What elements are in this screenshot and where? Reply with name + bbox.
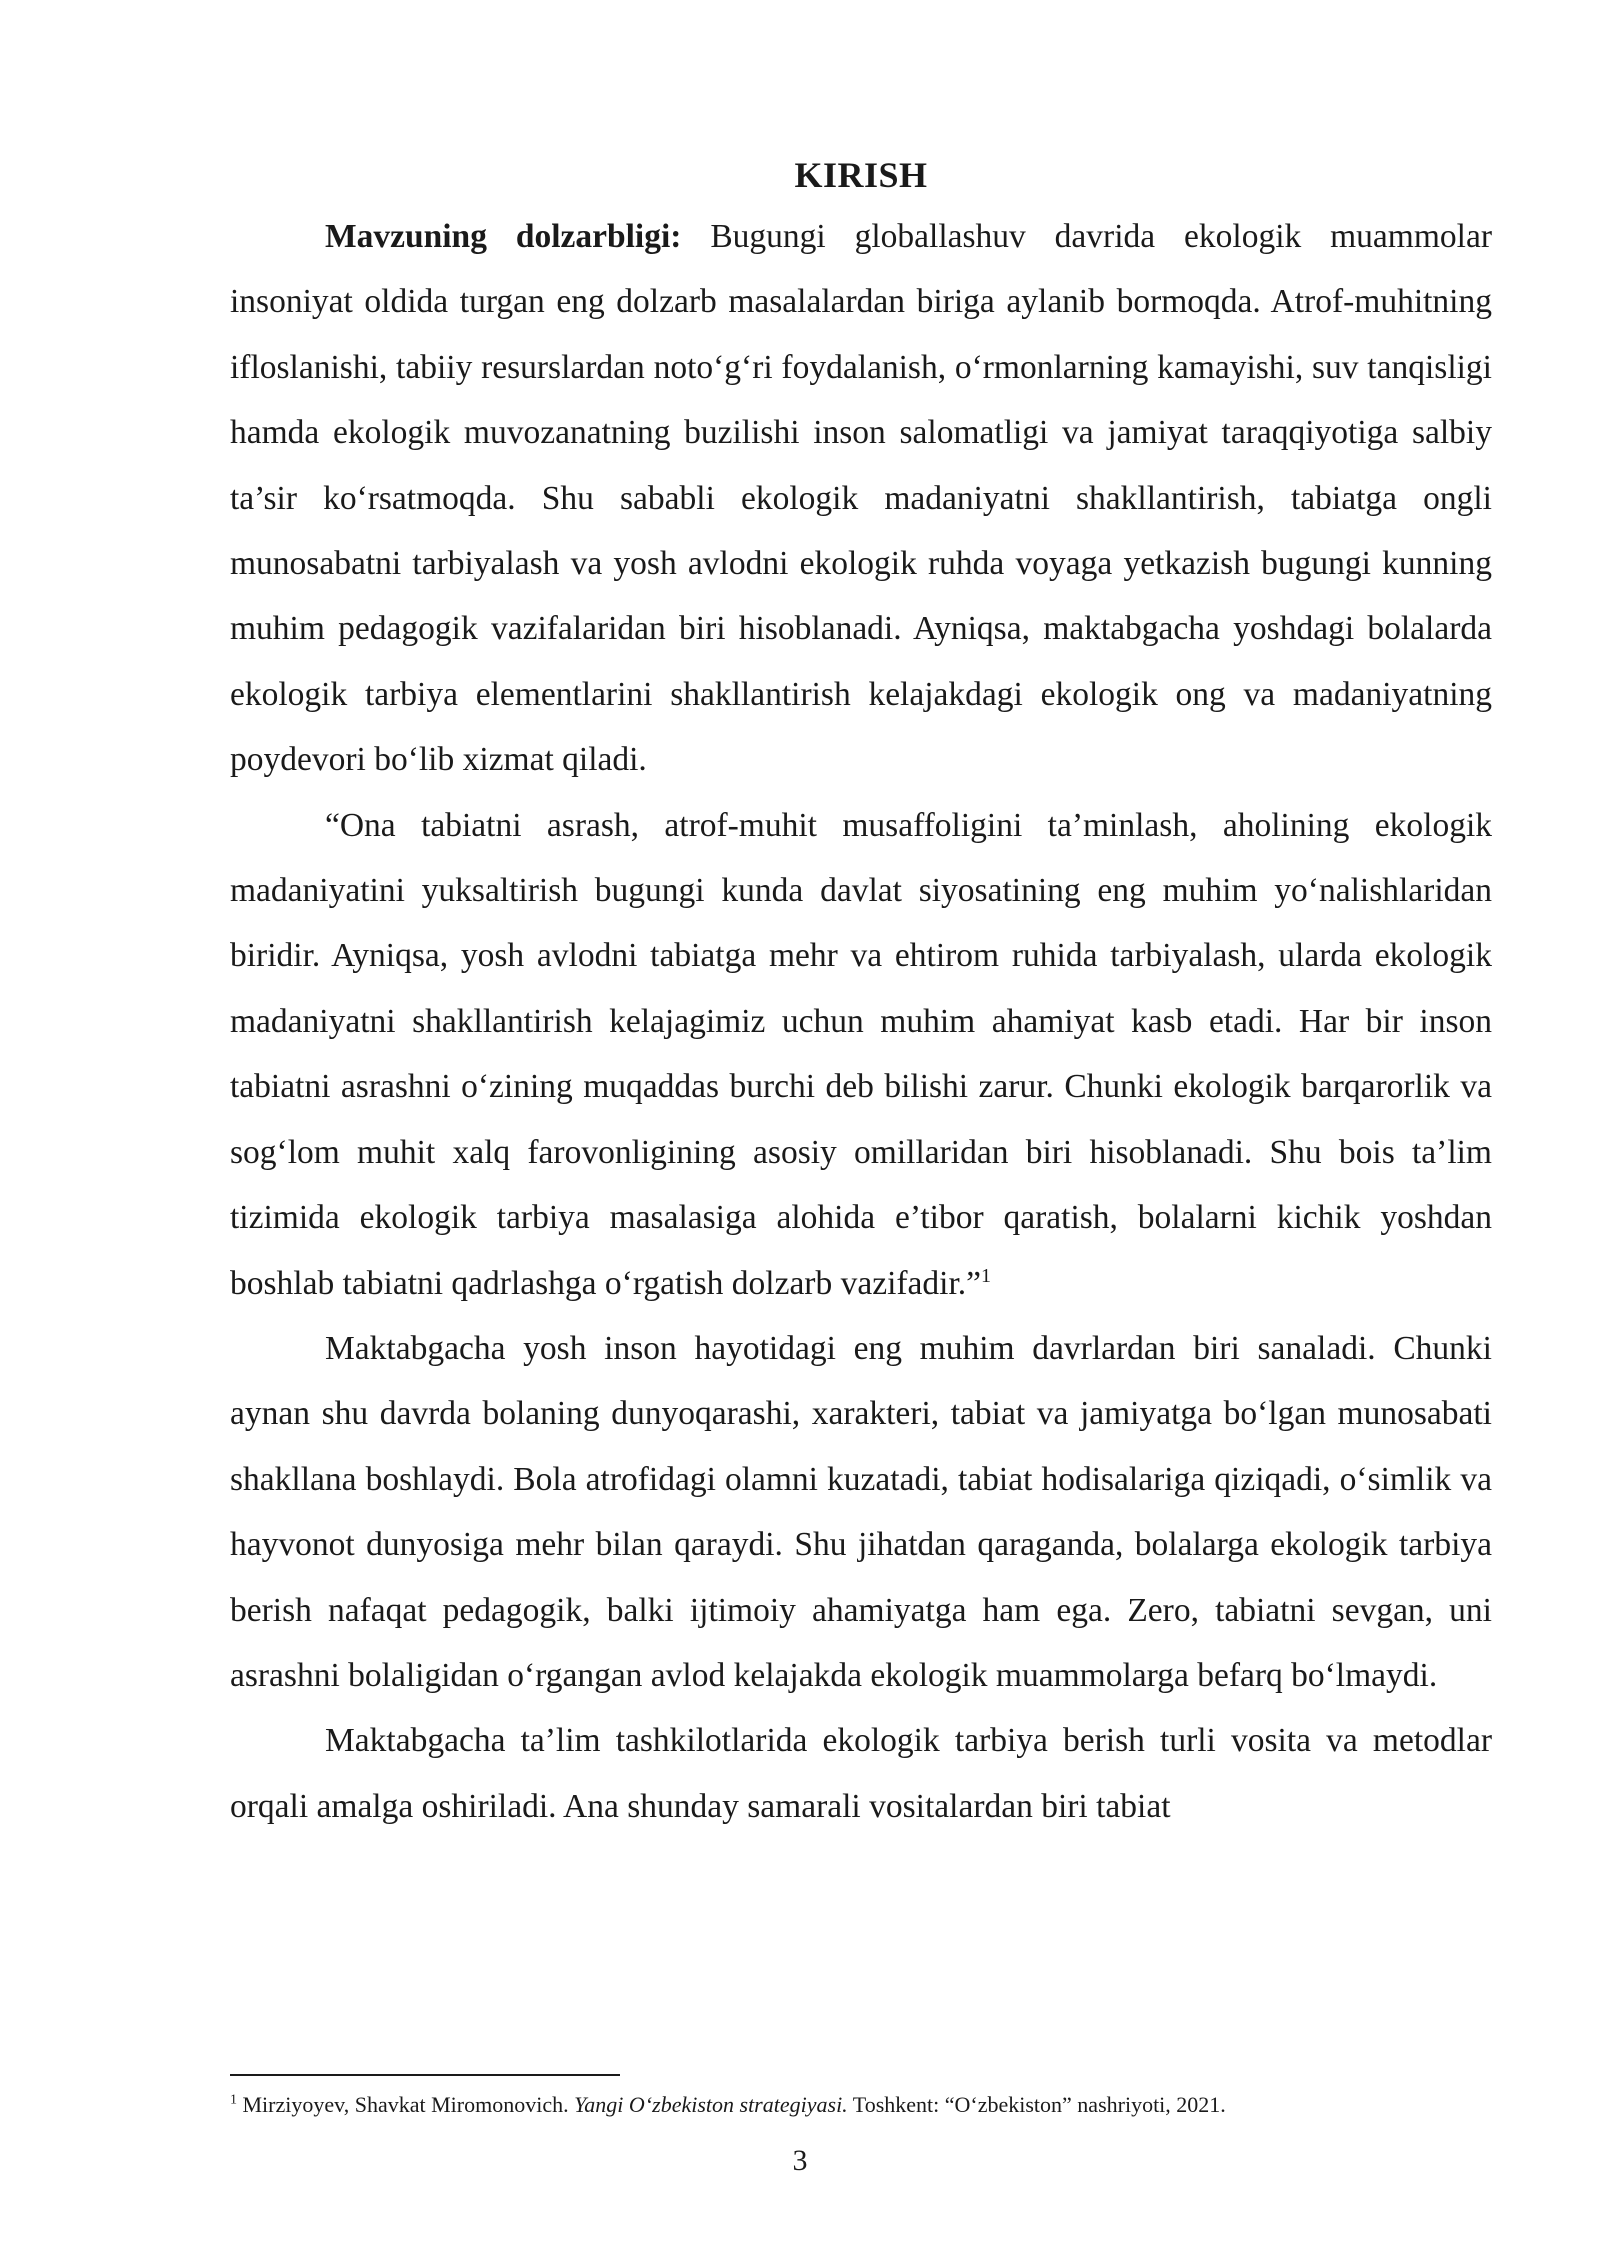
paragraph-relevance	[230, 204, 1492, 793]
document-body	[230, 150, 1492, 1839]
paragraph-text: Maktabgacha yosh inson hayotidagi eng muhim davrlardan biri sanaladi. Chunki aynan shu davrda bolaning dunyoqarashi, xarakteri, tabiat va jamiyatga bo‘lgan munosabati shakllana boshlaydi. Bola atrofidagi olamni kuzatadi, tabiat hodisalariga qiziqadi, o‘simlik va hayvonot dunyosiga mehr bilan qaraydi. Shu jihatdan qaraganda, bolalarga ekologik tarbiya berish nafaqat pedagogik, balki ijtimoiy ahamiyatga ham ega. Zero, tabiatni sevgan, uni asrashni bolaligidan o‘rgangan avlod kelajakda ekologik muammolarga befarq bo‘lmaydi.	[230, 1329, 1492, 1694]
footnote-reference[interactable]: 1	[981, 1264, 992, 1287]
section-heading: KIRISH	[794, 155, 928, 195]
footnote-divider	[230, 2074, 620, 2076]
paragraph-quote	[230, 793, 1492, 1316]
footnote-title: Yangi O‘zbekiston strategiyasi.	[574, 2092, 848, 2117]
footnote-publisher: Toshkent: “O‘zbekiston” nashriyoti, 2021.	[847, 2092, 1226, 2117]
quote-text: “Ona tabiatni asrash, atrof-muhit musaffoligini ta’minlash, aholining ekologik madaniyatini yuksaltirish bugungi kunda davlat siyosatining eng muhim yo‘nalishlaridan biridir. Ayniqsa, yosh avlodni tabiatga mehr va ehtirom ruhida tarbiyalash, ularda ekologik madaniyatni shakllantirish kelajagimiz uchun muhim ahamiyat kasb etadi. Har bir inson tabiatni asrashni o‘zining muqaddas burchi deb bilishi zarur. Chunki ekologik barqarorlik va sog‘lom muhit xalq farovonligining asosiy omillaridan biri hisoblanadi. Shu bois ta’lim tizimida ekologik tarbiya masalasiga alohida e’tibor qaratish, bolalarni kichik yoshdan boshlab tabiatni qadrlashga o‘rgatish dolzarb vazifadir.”	[230, 806, 1492, 1302]
footnote-author: Mirziyoyev, Shavkat Miromonovich.	[237, 2092, 575, 2117]
footnote	[230, 2090, 1492, 2120]
paragraph-lead: Mavzuning dolzarbligi:	[325, 218, 682, 255]
footnote-marker: 1	[230, 2092, 237, 2108]
paragraph-text: Bugungi globallashuv davrida ekologik muammolar insoniyat oldida turgan eng dolzarb masalalardan biriga aylanib bormoqda. Atrof-muhitning ifloslanishi, tabiiy resurslardan noto‘g‘ri foydalanish, o‘rmonlarning kamayishi, suv tanqisligi hamda ekologik muvozanatning buzilishi inson salomatligi va jamiyat taraqqiyotiga salbiy ta’sir ko‘rsatmoqda. Shu sababli ekologik madaniyatni shakllantirish, tabiatga ongli munosabatni tarbiyalash va yosh avlodni ekologik ruhda voyaga yetkazish bugungi kunning muhim pedagogik vazifalaridan biri hisoblanadi. Ayniqsa, maktabgacha yoshdagi bolalarda ekologik tarbiya elementlarini shakllantirish kelajakdagi ekologik ong va madaniyatning poydevori bo‘lib xizmat qiladi.	[230, 218, 1492, 779]
paragraph-preschool-methods	[230, 1708, 1492, 1839]
paragraph-preschool-age	[230, 1316, 1492, 1708]
paragraph-text: Maktabgacha ta’lim tashkilotlarida ekologik tarbiya berish turli vosita va metodlar orqali amalga oshiriladi. Ana shunday samarali vositalardan biri tabiat	[230, 1722, 1492, 1825]
page-number: 3	[792, 2144, 808, 2177]
